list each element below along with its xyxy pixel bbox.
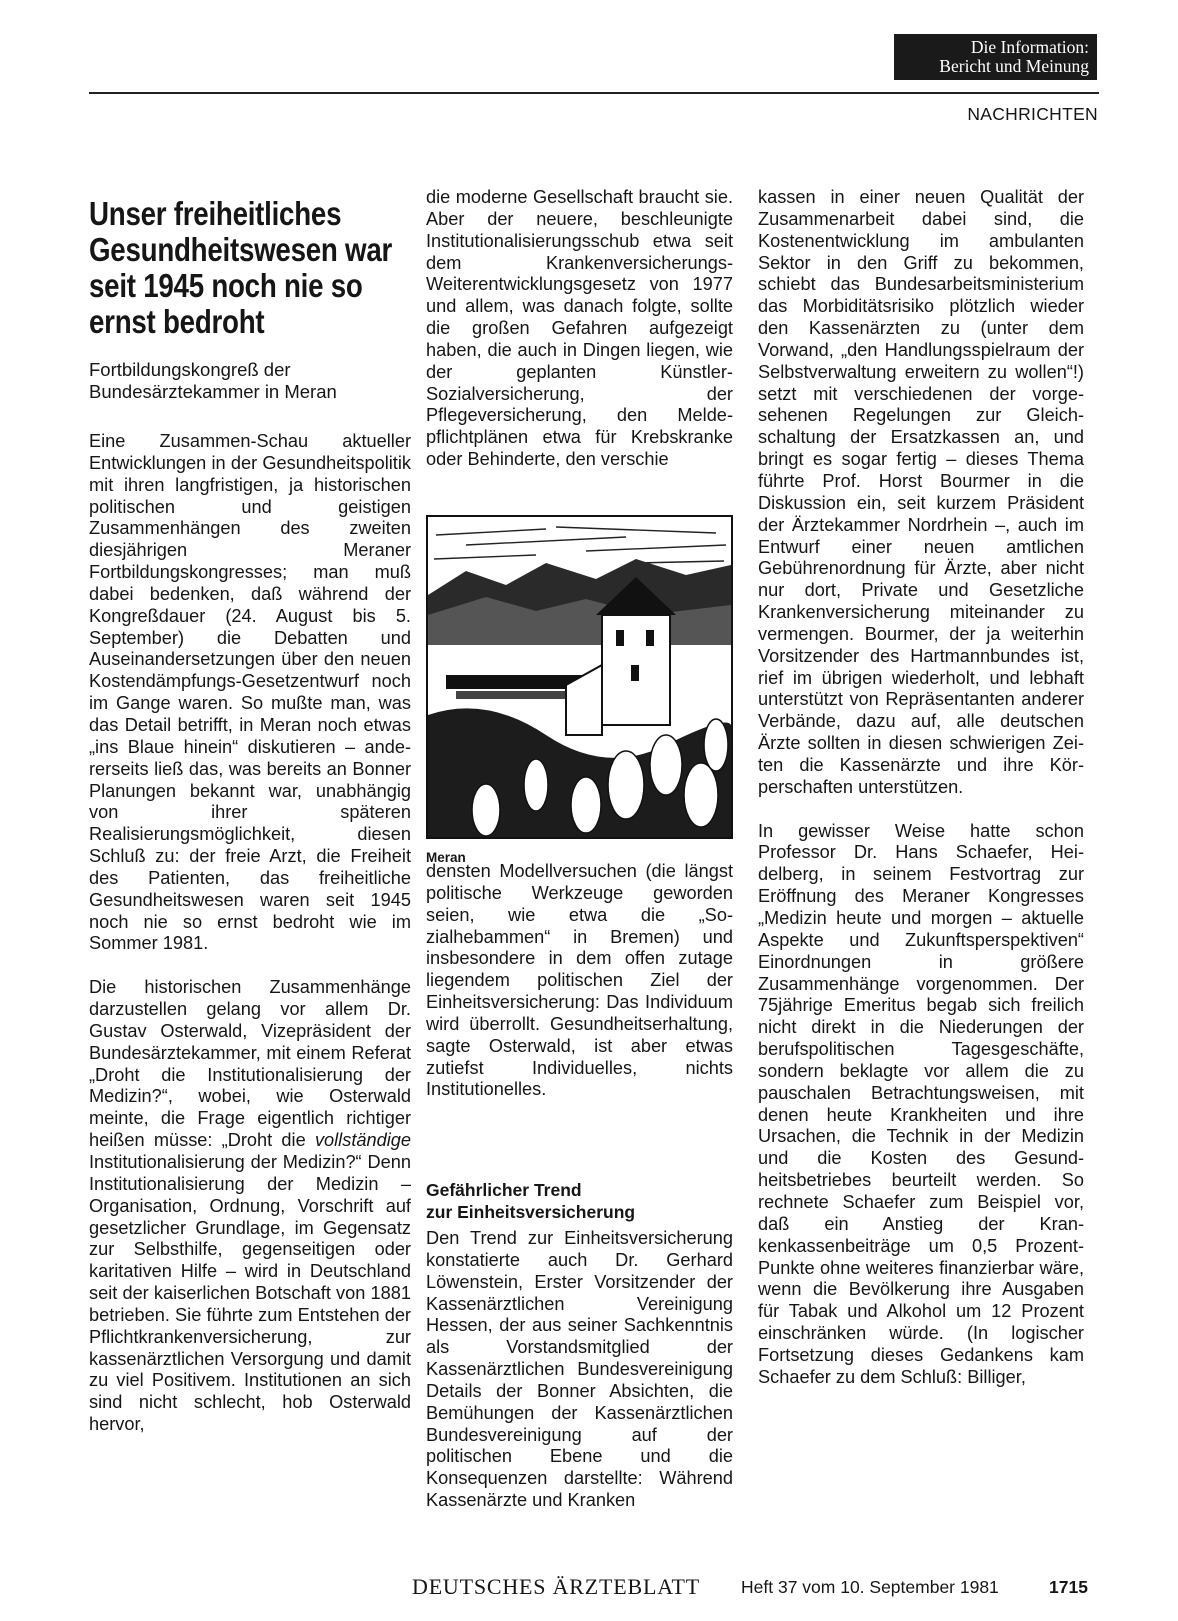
- column-2-bottom: [426, 1228, 733, 1512]
- header-divider: [89, 92, 1099, 94]
- column-3-paragraph-2: In gewisser Weise hatte schon Professor Dr. Hans Schaefer, Heidelberg, in seinem Festvortrag zur Eröffnung des Meraner Kongresses „Medizin heute und morgen – aktuelle Aspekte und Zukunftsperspektiven“ Einordnungen in größere Zusammenhänge vorgenommen. Der 75jährige Emeritus begab sich freilich nicht direkt in die Niederungen der berufspolitischen Tagesgeschäfte, sondern beklagte vor allem die zu pauschalen Betrachtungsweisen, mit denen heute Krankheiten und ihre Ursachen, die Technik in der Medizin und die Kosten des Gesundheitsbetriebes beurteilt werden. So rechnete Schaefer zum Beispiel vor, daß ein Anstieg der Krankenkassenbeiträge um 0,5 Prozent-Punkte ohne weiteres finanzierbar wäre, wenn die Bevölkerung ihre Ausgaben für Tabak und Alkohol um 12 Prozent einschränken würde. (In logischer Fortsetzung dieses Gedankens kam Schaefer zu dem Schluß: Billiger,: [758, 820, 1084, 1387]
- journal-name: DEUTSCHES ÄRZTEBLATT: [412, 1574, 700, 1599]
- article-subhead: Fortbildungskongreß der Bundesärztekammer in Meran: [89, 359, 337, 402]
- section-label: NACHRICHTEN: [967, 104, 1098, 124]
- column-1-paragraph-2: Die historischen Zusammenhänge darzustellen gelang vor allem Dr. Gustav Osterwald, Vizepräsident der Bundesärztekammer, mit einem Referat „Droht die Institutionalisierung der Medizin?“, wobei, wie Osterwald meinte, die Frage eigentlich richtiger heißen müsse: „Droht die vollständige Institutionalisierung der Medizin?“ Denn Institutionalisierung der Medizin – Organisation, Ordnung, Vorschrift auf gesetzlicher Grundlage, im Gegensatz zur Selbsthilfe, gegenseitigen oder karitativen Hilfe – wird in Deutschland seit der kaiserlichen Botschaft von 1881 betrieben. Sie führte zum Entstehen der Pflichtkrankenversicherung, zur kassenärztlichen Versorgung und damit zu viel Positivem. Institutionen an sich sind nicht schlecht, hob Osterwald hervor,: [89, 977, 411, 1435]
- rubric-line-2: Bericht und Meinung: [939, 56, 1089, 76]
- column-3: [758, 187, 1084, 1389]
- illustration-caption: Meran: [426, 850, 466, 865]
- page-number: 1715: [1049, 1577, 1088, 1597]
- column-2-paragraph-2: densten Modellversuchen (die längst politische Werkzeuge geworden seien, wie etwa die „Sozialhebammen“ in Bremen) und insbesondere in dem offen zutage liegendem politischen Ziel der Einheitsversicherung: Das Individuum wird überrollt. Gesundheitserhaltung, sagte Osterwald, ist aber etwas zutiefst Individuelles, nichts Institutionelles.: [426, 861, 733, 1100]
- column-1-paragraph-1: Eine Zusammen-Schau aktueller Entwicklungen in der Gesundheitspolitik mit ihren langfristigen, ja historischen politischen und geistigen Zusammenhängen des zweiten diesjährigen Meraner Fortbildungskongresses; man muß dabei bedenken, daß während der Kongreßdauer (24. August bis 5. September) die Debatten und Auseinandersetzungen über den neuen Kostendämpfungs-Gesetzentwurf noch im Gange waren. So mußte man, was das Detail betrifft, in Meran noch etwas „ins Blaue hinein“ diskutieren – andererseits ließ das, was bereits an Bonner Planungen bekannt war, unabhängig von ihrer späteren Realisierungsmöglichkeit, diesen Schluß zu: der freie Arzt, die Freiheit des Patienten, das freiheitliche Gesundheitswesen waren seit 1945 noch nie so ernst bedroht wie im Sommer 1981.: [89, 431, 411, 954]
- column-3-paragraph-1: kassen in einer neuen Qualität der Zusammenarbeit dabei sind, die Kostenentwicklung im ambulanten Sektor in den Griff zu bekommen, schiebt das Bundesarbeitsministerium das Morbiditätsrisiko plötzlich wieder den Kassenärzten zu (unter dem Vorwand, „den Handlungsspielraum der Selbstverwaltung erweitern zu wollen“!) setzt mit verschiedenen der vorgesehenen Regelungen zur Gleichschaltung der Ersatzkassen an, und bringt es sogar fertig – dieses Thema führte Prof. Horst Bourmer in die Diskussion ein, seit kurzem Präsident der Ärztekammer Nordrhein –, auch im Entwurf einer neuen amtlichen Gebührenordnung für Ärzte, aber nicht nur dort, Private und Gesetzliche Krankenversicherung miteinander zu vermengen. Bourmer, der ja weiterhin Vorsitzender des Hartmannbundes ist, rief im übrigen wiederholt, und lebhaft unterstützt von Repräsentanten anderer Verbände, dazu auf, alle deutschen Ärzte sollten in diesen schwierigen Zeiten die Kassenärzte und ihre Körperschaften unterstützen.: [758, 187, 1084, 797]
- column-2-top: [426, 187, 733, 471]
- article-headline: Unser freiheitliches Gesundheitswesen war seit 1945 noch nie so ernst bedroht: [89, 195, 393, 340]
- rubric-badge: [894, 34, 1097, 80]
- emphasis: vollständige: [314, 1130, 411, 1151]
- column-2-middle: [426, 861, 733, 1101]
- rubric-line-1: Die Information:: [970, 37, 1089, 57]
- article-subheading: Gefährlicher Trend zur Einheitsversicherung: [426, 1180, 636, 1222]
- column-1: [89, 431, 411, 1436]
- column-2-paragraph-3: Den Trend zur Einheitsversicherung konstatierte auch Dr. Gerhard Löwenstein, Erster Vorsitzender der Kassenärztlichen Vereinigung Hessen, der aus seiner Sachkenntnis als Vorstandsmitglied der Kassenärztlichen Bundesvereinigung Details der Bonner Absichten, die Bemühungen der Kassenärztlichen Bundesvereinigung auf der politischen Ebene und die Konsequenzen darstellte: Während Kassenärzte und Kranken: [426, 1228, 733, 1511]
- issue-info: Heft 37 vom 10. September 1981: [741, 1577, 999, 1597]
- meran-illustration: [426, 515, 733, 839]
- column-2-paragraph-1: die moderne Gesellschaft braucht sie. Aber der neuere, beschleunigte Institutionalisierungsschub etwa seit dem Krankenversicherungs-Weiterentwicklungsgesetz von 1977 und allem, was danach folgte, sollte die großen Gefahren aufgezeigt haben, die auch in Dingen liegen, wie der geplanten Künstler-Sozialversicherung, der Pflegeversicherung, den Meldepflichtplänen etwa für Krebskranke oder Behinderte, den verschie: [426, 187, 733, 470]
